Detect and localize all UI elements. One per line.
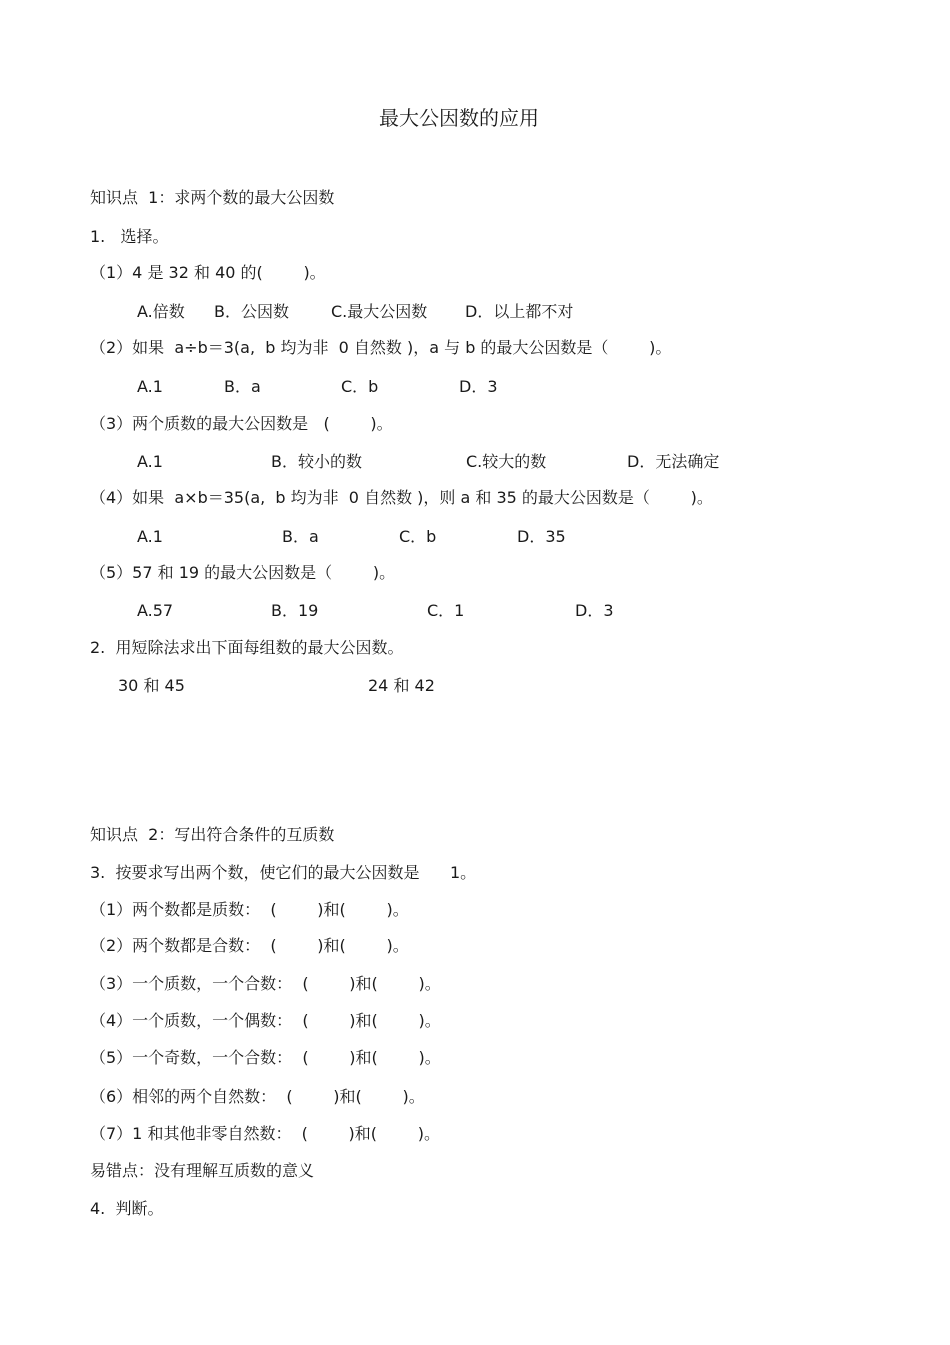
question-1-2-option-b: B．a: [224, 377, 261, 396]
question-3-item-5: （5）一个奇数，一个合数： ( )和( )。: [90, 1048, 441, 1067]
error-point-note: 易错点：没有理解互质数的意义: [90, 1161, 315, 1180]
question-1-5-option-d: D．3: [575, 601, 614, 620]
question-3-item-2: （2）两个数都是合数： ( )和( )。: [90, 936, 409, 955]
question-2-label: 2. 用短除法求出下面每组数的最大公因数。: [90, 638, 404, 657]
question-1-1-option-b: B．公因数: [214, 302, 289, 321]
question-3-item-1: （1）两个数都是质数： ( )和( )。: [90, 900, 409, 919]
question-1-5-option-c: C．1: [427, 601, 465, 620]
question-2-pair-1: 30 和 45: [118, 676, 185, 695]
question-3-item-6: （6）相邻的两个自然数： ( )和( )。: [90, 1087, 425, 1106]
question-1-2-option-d: D．3: [459, 377, 498, 396]
question-1-1-option-a: A.倍数: [137, 302, 185, 321]
question-1-4-option-a: A.1: [137, 527, 163, 546]
question-1-4-option-b: B．a: [282, 527, 319, 546]
question-1-2-option-a: A.1: [137, 377, 163, 396]
question-4-label: 4. 判断。: [90, 1199, 164, 1218]
question-1-2-stem: （2）如果 a÷b＝3(a, b 均为非 0 自然数 )，a 与 b 的最大公因数是（ )。: [90, 338, 672, 357]
question-1-5-option-a: A.57: [137, 601, 174, 620]
question-1-3-option-a: A.1: [137, 452, 163, 471]
question-1-label: 1. 选择。: [90, 227, 169, 246]
question-1-2-option-c: C．b: [341, 377, 379, 396]
question-1-5-option-b: B．19: [271, 601, 319, 620]
question-1-4-option-c: C．b: [399, 527, 437, 546]
question-3-item-7: （7）1 和其他非零自然数： ( )和( )。: [90, 1124, 440, 1143]
section-1-heading: 知识点 1：求两个数的最大公因数: [90, 188, 335, 207]
question-3-label: 3. 按要求写出两个数，使它们的最大公因数是 1。: [90, 863, 477, 882]
question-1-5-stem: （5）57 和 19 的最大公因数是（ )。: [90, 563, 396, 582]
question-1-3-option-d: D．无法确定: [627, 452, 720, 471]
question-1-3-stem: （3）两个质数的最大公因数是 ( )。: [90, 414, 393, 433]
question-1-1-stem: （1）4 是 32 和 40 的( )。: [90, 263, 326, 282]
question-1-1-option-d: D．以上都不对: [465, 302, 574, 321]
page-title: 最大公因数的应用: [379, 106, 539, 130]
question-3-item-4: （4）一个质数，一个偶数： ( )和( )。: [90, 1011, 441, 1030]
question-1-3-option-b: B．较小的数: [271, 452, 362, 471]
question-1-4-option-d: D．35: [517, 527, 566, 546]
question-1-4-stem: （4）如果 a×b＝35(a, b 均为非 0 自然数 )，则 a 和 35 的最大公因数是（ )。: [90, 488, 713, 507]
section-2-heading: 知识点 2：写出符合条件的互质数: [90, 825, 335, 844]
question-1-1-option-c: C.最大公因数: [331, 302, 428, 321]
question-2-pair-2: 24 和 42: [368, 676, 435, 695]
question-3-item-3: （3）一个质数，一个合数： ( )和( )。: [90, 974, 441, 993]
question-1-3-option-c: C.较大的数: [466, 452, 547, 471]
